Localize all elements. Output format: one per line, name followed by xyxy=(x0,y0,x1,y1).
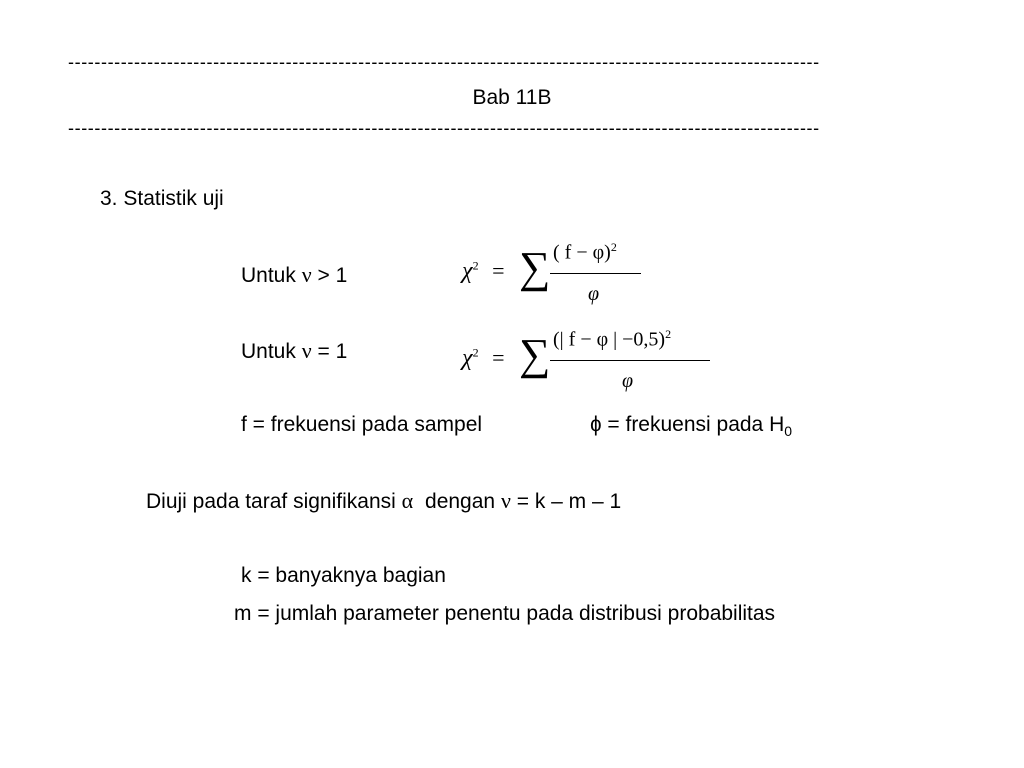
case2-condition: = 1 xyxy=(317,340,348,363)
case1-label xyxy=(241,264,347,286)
lhs-exponent: 2 xyxy=(472,345,479,360)
case1-fraction-bar xyxy=(550,273,641,274)
case1-numerator xyxy=(553,240,617,265)
case2-label xyxy=(241,340,347,362)
case1-condition: > 1 xyxy=(317,264,348,287)
case2-fraction-bar xyxy=(550,360,710,361)
case2-denominator: φ xyxy=(622,370,634,392)
num-exponent: 2 xyxy=(610,240,617,254)
equals-sign: = xyxy=(492,345,505,370)
case1-denominator: φ xyxy=(588,283,600,305)
case2-numerator-text: (| f − φ | −0,5) xyxy=(553,328,666,351)
sigma-symbol: ∑ xyxy=(519,330,551,379)
case2-prefix: Untuk xyxy=(241,340,296,363)
nu-symbol: ν xyxy=(301,262,312,287)
h0-subscript: 0 xyxy=(784,423,793,440)
case2-numerator xyxy=(553,327,671,352)
phi-definition-text: = frekuensi pada H xyxy=(601,413,785,436)
bottom-divider: ------------------------------------------------------------------------------------------------------------------ xyxy=(68,118,820,138)
alpha-symbol: α xyxy=(401,488,414,513)
significance-text: Diuji pada taraf signifikansi xyxy=(146,490,396,513)
section-heading: 3. Statistik uji xyxy=(100,187,224,210)
k-definition: k = banyaknya bagian xyxy=(241,564,446,587)
dengan-text: dengan xyxy=(425,490,496,513)
case1-numerator-text: ( f − φ) xyxy=(553,241,611,264)
case2-lhs xyxy=(462,345,504,372)
num-exponent: 2 xyxy=(665,327,672,341)
significance-line xyxy=(146,490,621,512)
m-definition: m = jumlah parameter penentu pada distribusi probabilitas xyxy=(234,602,776,625)
case1-prefix: Untuk xyxy=(241,264,296,287)
chi-symbol: χ xyxy=(462,345,473,371)
f-definition: f = frekuensi pada sampel xyxy=(241,413,483,436)
case1-lhs xyxy=(462,258,504,285)
equals-sign: = xyxy=(492,258,505,283)
phi-definition xyxy=(590,414,792,438)
lhs-exponent: 2 xyxy=(472,258,479,273)
phi-symbol: ɸ xyxy=(590,413,602,436)
nu-symbol: ν xyxy=(301,338,312,363)
nu-symbol: ν xyxy=(500,488,511,513)
page-title: Bab 11B xyxy=(472,86,552,109)
top-divider: ------------------------------------------------------------------------------------------------------------------ xyxy=(68,52,820,72)
degrees-freedom-formula: = k – m – 1 xyxy=(516,490,622,513)
chi-symbol: χ xyxy=(462,258,473,284)
sigma-symbol: ∑ xyxy=(519,243,551,292)
